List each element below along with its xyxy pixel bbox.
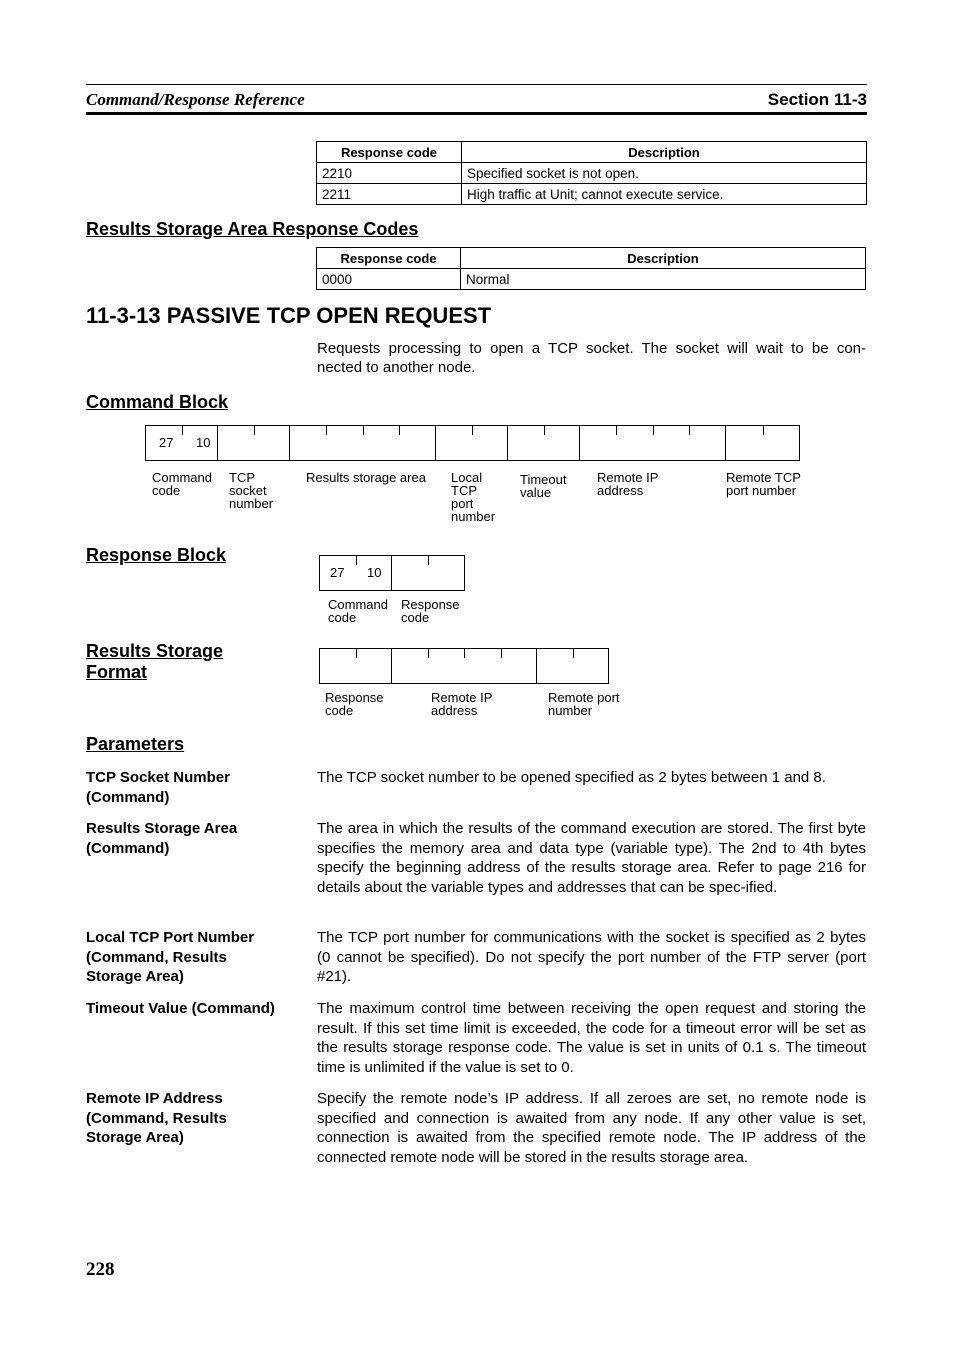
caption-command-code: Command code xyxy=(152,470,212,498)
param-text-local-port: The TCP port number for communications with the socket is specified as 2 bytes (0 cannot be specified). Do not specify the port number of the FTP server (port #21). xyxy=(317,929,866,986)
col-response-code: Response code xyxy=(317,142,462,163)
caption-fmt-remote-port: Remote port number xyxy=(548,690,620,718)
caption-remote-ip: Remote IP address xyxy=(597,470,659,498)
results-code-table: Response code Description 0000 Normal xyxy=(316,247,866,290)
col-description: Description xyxy=(462,142,867,163)
param-text-tcp-socket: The TCP socket number to be opened specified as 2 bytes between 1 and 8. xyxy=(317,769,826,786)
cmd-field-timeout xyxy=(507,425,580,461)
param-label-tcp-socket: TCP Socket Number (Command) xyxy=(86,769,230,806)
header-rule-top xyxy=(86,84,867,85)
cmd-field-remote-tcp-port xyxy=(725,425,800,461)
param-text-results-area: The area in which the results of the command execution are stored. The first byte specifies the memory area and data type (variable type). The 2nd to 4th bytes specify the beginning address of the results storage area. Refer to page 216 for details about the variable types and addresses that can be spec-ified. xyxy=(317,820,866,896)
cmd-field-tcp-socket xyxy=(217,425,290,461)
header-section: Section 11-3 xyxy=(767,90,867,109)
param-label-local-port: Local TCP Port Number (Command, Results Storage Area) xyxy=(86,929,255,986)
results-format-diagram xyxy=(319,648,609,684)
caption-timeout: Timeout value xyxy=(520,472,567,500)
param-label-results-area: Results Storage Area (Command) xyxy=(86,820,238,857)
header-title: Command/Response Reference xyxy=(86,90,305,109)
fmt-field-remote-port xyxy=(536,648,609,684)
table-row: 2210 Specified socket is not open. xyxy=(317,163,867,184)
caption-results-area: Results storage area xyxy=(306,470,426,485)
resp-field-command-code: 27 10 xyxy=(319,555,392,591)
parameters-heading: Parameters xyxy=(86,734,185,754)
param-label-timeout: Timeout Value (Command) xyxy=(86,1000,275,1017)
intro-line1: Requests processing to open a TCP socket. The socket will wait to be con- xyxy=(317,340,866,357)
section-title: 11-3-13 PASSIVE TCP OPEN REQUEST xyxy=(86,303,492,328)
page-number: 228 xyxy=(86,1259,115,1280)
caption-resp-command-code: Command code xyxy=(328,597,388,625)
caption-resp-response-code: Response code xyxy=(401,597,460,625)
response-block-diagram xyxy=(319,555,465,591)
param-text-timeout: The maximum control time between receiving the open request and storing the result. If this set time limit is exceeded, the code for a timeout error will be set as the results storage response code. The value is set in units of 0.1 s. The timeout time is unlimited if the value is set to 0. xyxy=(317,1000,866,1076)
param-label-remote-ip: Remote IP Address (Command, Results Storage Area) xyxy=(86,1090,227,1147)
response-block-heading: Response Block xyxy=(86,545,227,565)
caption-local-port: Local TCP port number xyxy=(451,470,496,524)
param-text-remote-ip: Specify the remote node’s IP address. If all zeroes are set, no remote node is specified and connection is awaited from any node. If any other value is set, connection is awaited from the specified remote node. The IP address of the connected remote node will be stored in the results storage area. xyxy=(317,1090,866,1166)
table-row: 2211 High traffic at Unit; cannot execute service. xyxy=(317,184,867,205)
caption-remote-tcp: Remote TCP port number xyxy=(726,470,801,498)
response-code-table xyxy=(316,141,867,205)
table-row: 0000 Normal xyxy=(317,269,866,290)
command-block-diagram xyxy=(145,425,800,461)
fmt-field-remote-ip xyxy=(391,648,537,684)
cmd-field-results-area xyxy=(289,425,436,461)
resp-field-response-code xyxy=(391,555,465,591)
command-block-heading: Command Block xyxy=(86,392,229,412)
cmd-field-remote-ip xyxy=(579,425,726,461)
caption-fmt-remote-ip: Remote IP address xyxy=(431,690,493,718)
caption-tcp-socket: TCP socket number xyxy=(229,470,274,511)
header-rule-bottom xyxy=(86,112,867,115)
intro-line2: nected to another node. xyxy=(317,359,476,376)
results-format-heading: Results Storage Format xyxy=(86,641,224,682)
cmd-field-local-port xyxy=(435,425,508,461)
fmt-field-response-code xyxy=(319,648,392,684)
caption-fmt-response-code: Response code xyxy=(325,690,384,718)
results-codes-heading: Results Storage Area Response Codes xyxy=(86,219,419,239)
cmd-field-command-code: 27 10 xyxy=(145,425,218,461)
